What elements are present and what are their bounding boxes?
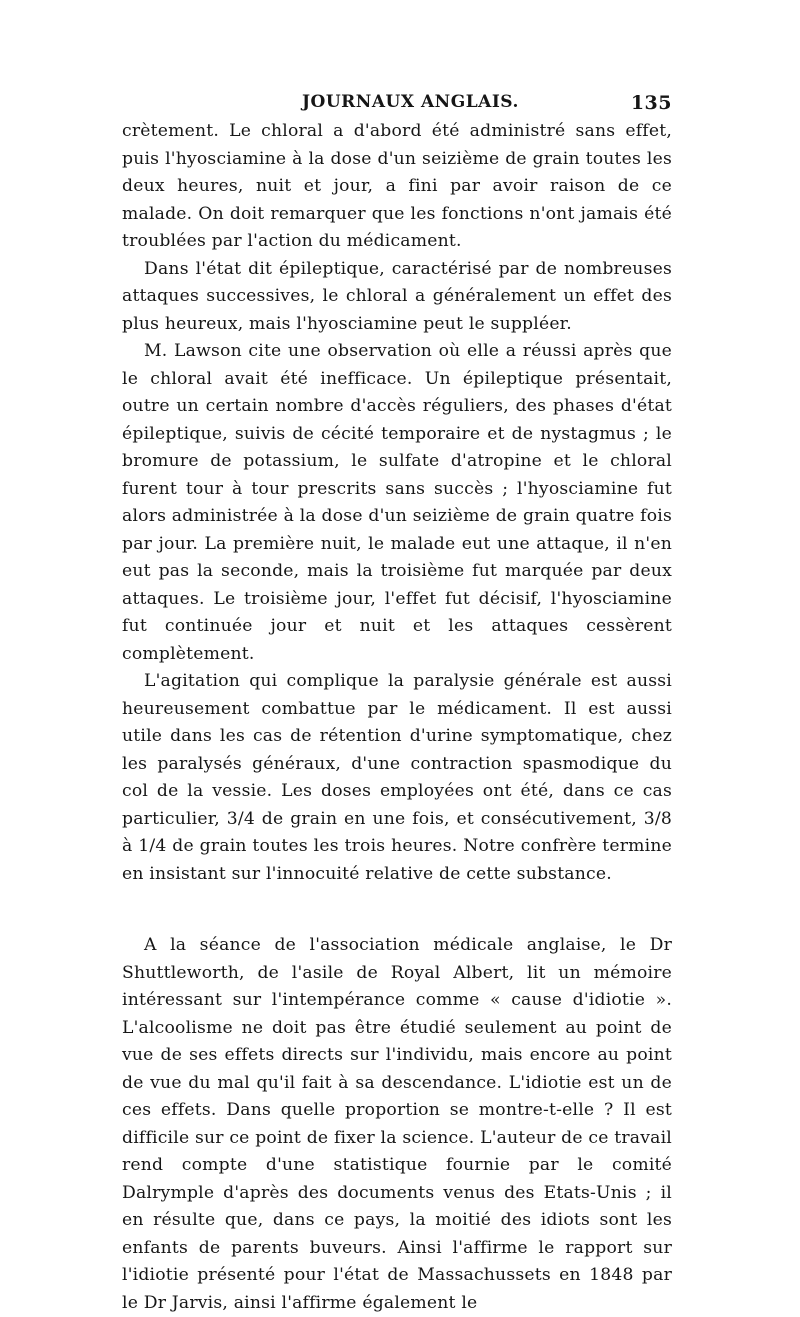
book-page — [122, 92, 672, 1317]
section-gap — [122, 888, 672, 932]
paragraph-epileptic-state: Dans l'état dit épileptique, caractérisé par de nombreuses attaques successives, le chloral a généralement un effet des plus heureux, mais l'hyosciamine peut le suppléer. — [122, 258, 672, 334]
paragraph-continuation: crètement. Le chloral a d'abord été administré sans effet, puis l'hyosciamine à la dose d'un seizième de grain toutes les deux heures, nuit et jour, a fini par avoir raison de ce malade. On doit remarquer que les fonctions n'ont jamais été troublées par l'action du médicament. — [122, 121, 672, 251]
paragraph-general-paralysis: L'agitation qui complique la paralysie générale est aussi heureusement combattue par le médicament. Il est aussi utile dans les cas de rétention d'urine symptomatique, chez les paralysés généraux, d'une contraction spasmodique du col de la vessie. Les doses employées ont été, dans ce cas particulier, 3/4 de grain en une fois, et consécutivement, 3/8 à 1/4 de grain toutes les trois heures. Notre confrère termine en insistant sur l'innocuité relative de cette substance. — [122, 671, 672, 884]
body-text — [122, 118, 672, 1317]
paragraph-lawson-observation: M. Lawson cite une observation où elle a réussi après que le chloral avait été inefficace. Un épileptique présentait, outre un certain nombre d'accès réguliers, des phases d'état épileptique, suivis de cécité temporaire et de nystagmus ; le bromure de potassium, le sulfate d'atropine et le chloral furent tour à tour prescrits sans succès ; l'hyosciamine fut alors administrée à la dose d'un seizième de grain quatre fois par jour. La première nuit, le malade eut une attaque, il n'en eut pas la seconde, mais la troisième fut marquée par deux attaques. Le troisième jour, l'effet fut décisif, l'hyosciamine fut continuée jour et nuit et les attaques cessèrent complètement. — [122, 341, 672, 664]
page-header — [122, 92, 672, 118]
page-number: 135 — [630, 92, 672, 114]
paragraph-shuttleworth-memoir: A la séance de l'association médicale anglaise, le Dr Shuttleworth, de l'asile de Royal Albert, lit un mémoire intéressant sur l'intempérance comme « cause d'idiotie ». L'alcoolisme ne doit pas être étudié seulement au point de vue de ses effets directs sur l'individu, mais encore au point de vue du mal qu'il fait à sa descendance. L'idiotie est un de ces effets. Dans quelle proportion se montre-t-elle ? Il est difficile sur ce point de fixer la science. L'auteur de ce travail rend compte d'une statistique fournie par le comité Dalrymple d'après des documents venus des Etats-Unis ; il en résulte que, dans ce pays, la moitié des idiots sont les enfants de parents buveurs. Ainsi l'affirme le rapport sur l'idiotie présenté pour l'état de Massachussets en 1848 par le Dr Jarvis, ainsi l'affirme également le — [122, 935, 672, 1313]
running-title: JOURNAUX ANGLAIS. — [302, 92, 519, 112]
